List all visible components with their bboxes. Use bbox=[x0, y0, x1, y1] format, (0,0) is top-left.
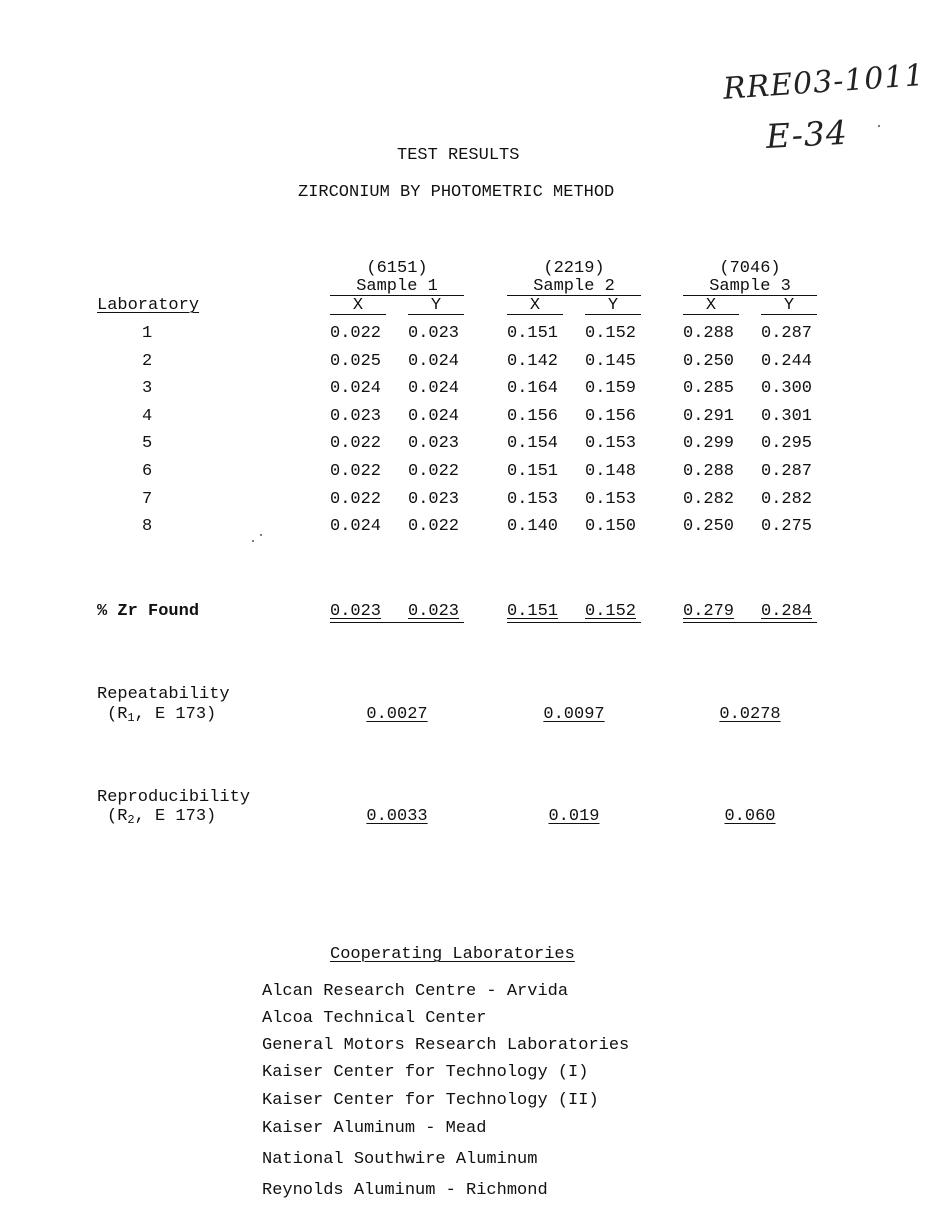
lab-number: 5 bbox=[142, 434, 153, 453]
cooperating-labs-heading: Cooperating Laboratories bbox=[330, 945, 575, 964]
zr-found-value: 0.151 bbox=[507, 602, 559, 621]
sublabel-open: (R bbox=[107, 705, 128, 724]
result-value: 0.287 bbox=[761, 324, 813, 343]
result-value: 0.024 bbox=[408, 352, 460, 371]
result-value: 0.285 bbox=[683, 379, 735, 398]
result-value: 0.288 bbox=[683, 324, 735, 343]
result-value: 0.287 bbox=[761, 462, 813, 481]
page-subtitle: ZIRCONIUM BY PHOTOMETRIC METHOD bbox=[298, 183, 615, 202]
sublabel-subscript: 1 bbox=[127, 711, 135, 725]
column-rule bbox=[585, 314, 641, 315]
result-value: 0.300 bbox=[761, 379, 813, 398]
list-item: Alcoa Technical Center bbox=[262, 1009, 487, 1028]
column-x-header: X bbox=[705, 296, 717, 315]
list-item: Kaiser Aluminum - Mead bbox=[262, 1119, 487, 1138]
sample-header-rule bbox=[507, 295, 641, 296]
result-value: 0.024 bbox=[330, 379, 382, 398]
result-value: 0.022 bbox=[330, 490, 382, 509]
scan-speck bbox=[252, 540, 254, 542]
zr-found-rule bbox=[507, 622, 641, 623]
column-y-header: Y bbox=[430, 296, 442, 315]
result-value: 0.154 bbox=[507, 434, 559, 453]
sample-name: Sample 2 bbox=[533, 277, 615, 296]
result-value: 0.140 bbox=[507, 517, 559, 536]
zr-found-value: 0.023 bbox=[330, 602, 382, 621]
result-value: 0.156 bbox=[585, 407, 637, 426]
zr-found-rule bbox=[330, 622, 464, 623]
result-value: 0.250 bbox=[683, 517, 735, 536]
sample-header-rule bbox=[683, 295, 817, 296]
zr-found-label: % Zr Found bbox=[97, 602, 200, 621]
result-value: 0.244 bbox=[761, 352, 813, 371]
zr-found-value: 0.023 bbox=[408, 602, 460, 621]
zr-found-value: 0.152 bbox=[585, 602, 637, 621]
result-value: 0.023 bbox=[408, 324, 460, 343]
handwritten-document-number: RRE03-1011 bbox=[722, 57, 926, 107]
result-value: 0.282 bbox=[761, 490, 813, 509]
result-value: 0.152 bbox=[585, 324, 637, 343]
reproducibility-value: 0.060 bbox=[724, 807, 776, 826]
result-value: 0.024 bbox=[408, 407, 460, 426]
lab-number: 4 bbox=[142, 407, 153, 426]
result-value: 0.295 bbox=[761, 434, 813, 453]
sample-name: Sample 3 bbox=[709, 277, 791, 296]
sample-code: (2219) bbox=[543, 259, 605, 278]
lab-number: 6 bbox=[142, 462, 153, 481]
list-item: Kaiser Center for Technology (I) bbox=[262, 1063, 589, 1082]
sample-header-rule bbox=[330, 295, 464, 296]
zr-found-rule bbox=[683, 622, 817, 623]
result-value: 0.142 bbox=[507, 352, 559, 371]
result-value: 0.288 bbox=[683, 462, 735, 481]
result-value: 0.164 bbox=[507, 379, 559, 398]
list-item: General Motors Research Laboratories bbox=[262, 1036, 630, 1055]
result-value: 0.145 bbox=[585, 352, 637, 371]
sample-code: (7046) bbox=[719, 259, 781, 278]
column-rule bbox=[330, 314, 386, 315]
result-value: 0.153 bbox=[585, 490, 637, 509]
lab-number: 7 bbox=[142, 490, 153, 509]
result-value: 0.250 bbox=[683, 352, 735, 371]
list-item: Alcan Research Centre - Arvida bbox=[262, 982, 569, 1001]
result-value: 0.025 bbox=[330, 352, 382, 371]
result-value: 0.275 bbox=[761, 517, 813, 536]
result-value: 0.151 bbox=[507, 324, 559, 343]
column-y-header: Y bbox=[783, 296, 795, 315]
result-value: 0.151 bbox=[507, 462, 559, 481]
reproducibility-label: Reproducibility bbox=[97, 788, 251, 807]
column-y-header: Y bbox=[607, 296, 619, 315]
result-value: 0.023 bbox=[408, 434, 460, 453]
column-x-header: X bbox=[352, 296, 364, 315]
reproducibility-value: 0.0033 bbox=[366, 807, 428, 826]
reproducibility-sublabel bbox=[107, 808, 216, 826]
sublabel-close: , E 173) bbox=[134, 807, 217, 826]
sublabel-open: (R bbox=[107, 807, 128, 826]
zr-found-value: 0.284 bbox=[761, 602, 813, 621]
sample-name: Sample 1 bbox=[356, 277, 438, 296]
sample-code: (6151) bbox=[366, 259, 428, 278]
lab-number: 1 bbox=[142, 324, 153, 343]
result-value: 0.150 bbox=[585, 517, 637, 536]
list-item: Kaiser Center for Technology (II) bbox=[262, 1091, 599, 1110]
result-value: 0.301 bbox=[761, 407, 813, 426]
column-rule bbox=[683, 314, 739, 315]
result-value: 0.022 bbox=[408, 462, 460, 481]
result-value: 0.148 bbox=[585, 462, 637, 481]
scan-speck bbox=[260, 534, 262, 536]
repeatability-sublabel bbox=[107, 706, 216, 724]
column-x-header: X bbox=[529, 296, 541, 315]
result-value: 0.156 bbox=[507, 407, 559, 426]
sublabel-subscript: 2 bbox=[127, 813, 135, 827]
result-value: 0.023 bbox=[330, 407, 382, 426]
result-value: 0.153 bbox=[507, 490, 559, 509]
result-value: 0.299 bbox=[683, 434, 735, 453]
result-value: 0.022 bbox=[330, 462, 382, 481]
zr-found-value: 0.279 bbox=[683, 602, 735, 621]
result-value: 0.024 bbox=[408, 379, 460, 398]
result-value: 0.153 bbox=[585, 434, 637, 453]
result-value: 0.022 bbox=[330, 324, 382, 343]
page-title: TEST RESULTS bbox=[397, 146, 520, 165]
list-item: Reynolds Aluminum - Richmond bbox=[262, 1181, 548, 1200]
column-rule bbox=[761, 314, 817, 315]
reproducibility-value: 0.019 bbox=[548, 807, 600, 826]
result-value: 0.159 bbox=[585, 379, 637, 398]
scan-speck bbox=[878, 125, 880, 127]
repeatability-value: 0.0097 bbox=[543, 705, 605, 724]
repeatability-label: Repeatability bbox=[97, 685, 230, 704]
result-value: 0.282 bbox=[683, 490, 735, 509]
column-rule bbox=[507, 314, 563, 315]
lab-number: 2 bbox=[142, 352, 153, 371]
handwritten-exhibit-number: E-34 bbox=[765, 112, 849, 156]
lab-number: 3 bbox=[142, 379, 153, 398]
result-value: 0.291 bbox=[683, 407, 735, 426]
laboratory-column-header: Laboratory bbox=[97, 296, 200, 315]
list-item: National Southwire Aluminum bbox=[262, 1150, 538, 1169]
column-rule bbox=[408, 314, 464, 315]
repeatability-value: 0.0027 bbox=[366, 705, 428, 724]
result-value: 0.022 bbox=[330, 434, 382, 453]
lab-number: 8 bbox=[142, 517, 153, 536]
result-value: 0.023 bbox=[408, 490, 460, 509]
result-value: 0.022 bbox=[408, 517, 460, 536]
result-value: 0.024 bbox=[330, 517, 382, 536]
repeatability-value: 0.0278 bbox=[719, 705, 781, 724]
sublabel-close: , E 173) bbox=[134, 705, 217, 724]
